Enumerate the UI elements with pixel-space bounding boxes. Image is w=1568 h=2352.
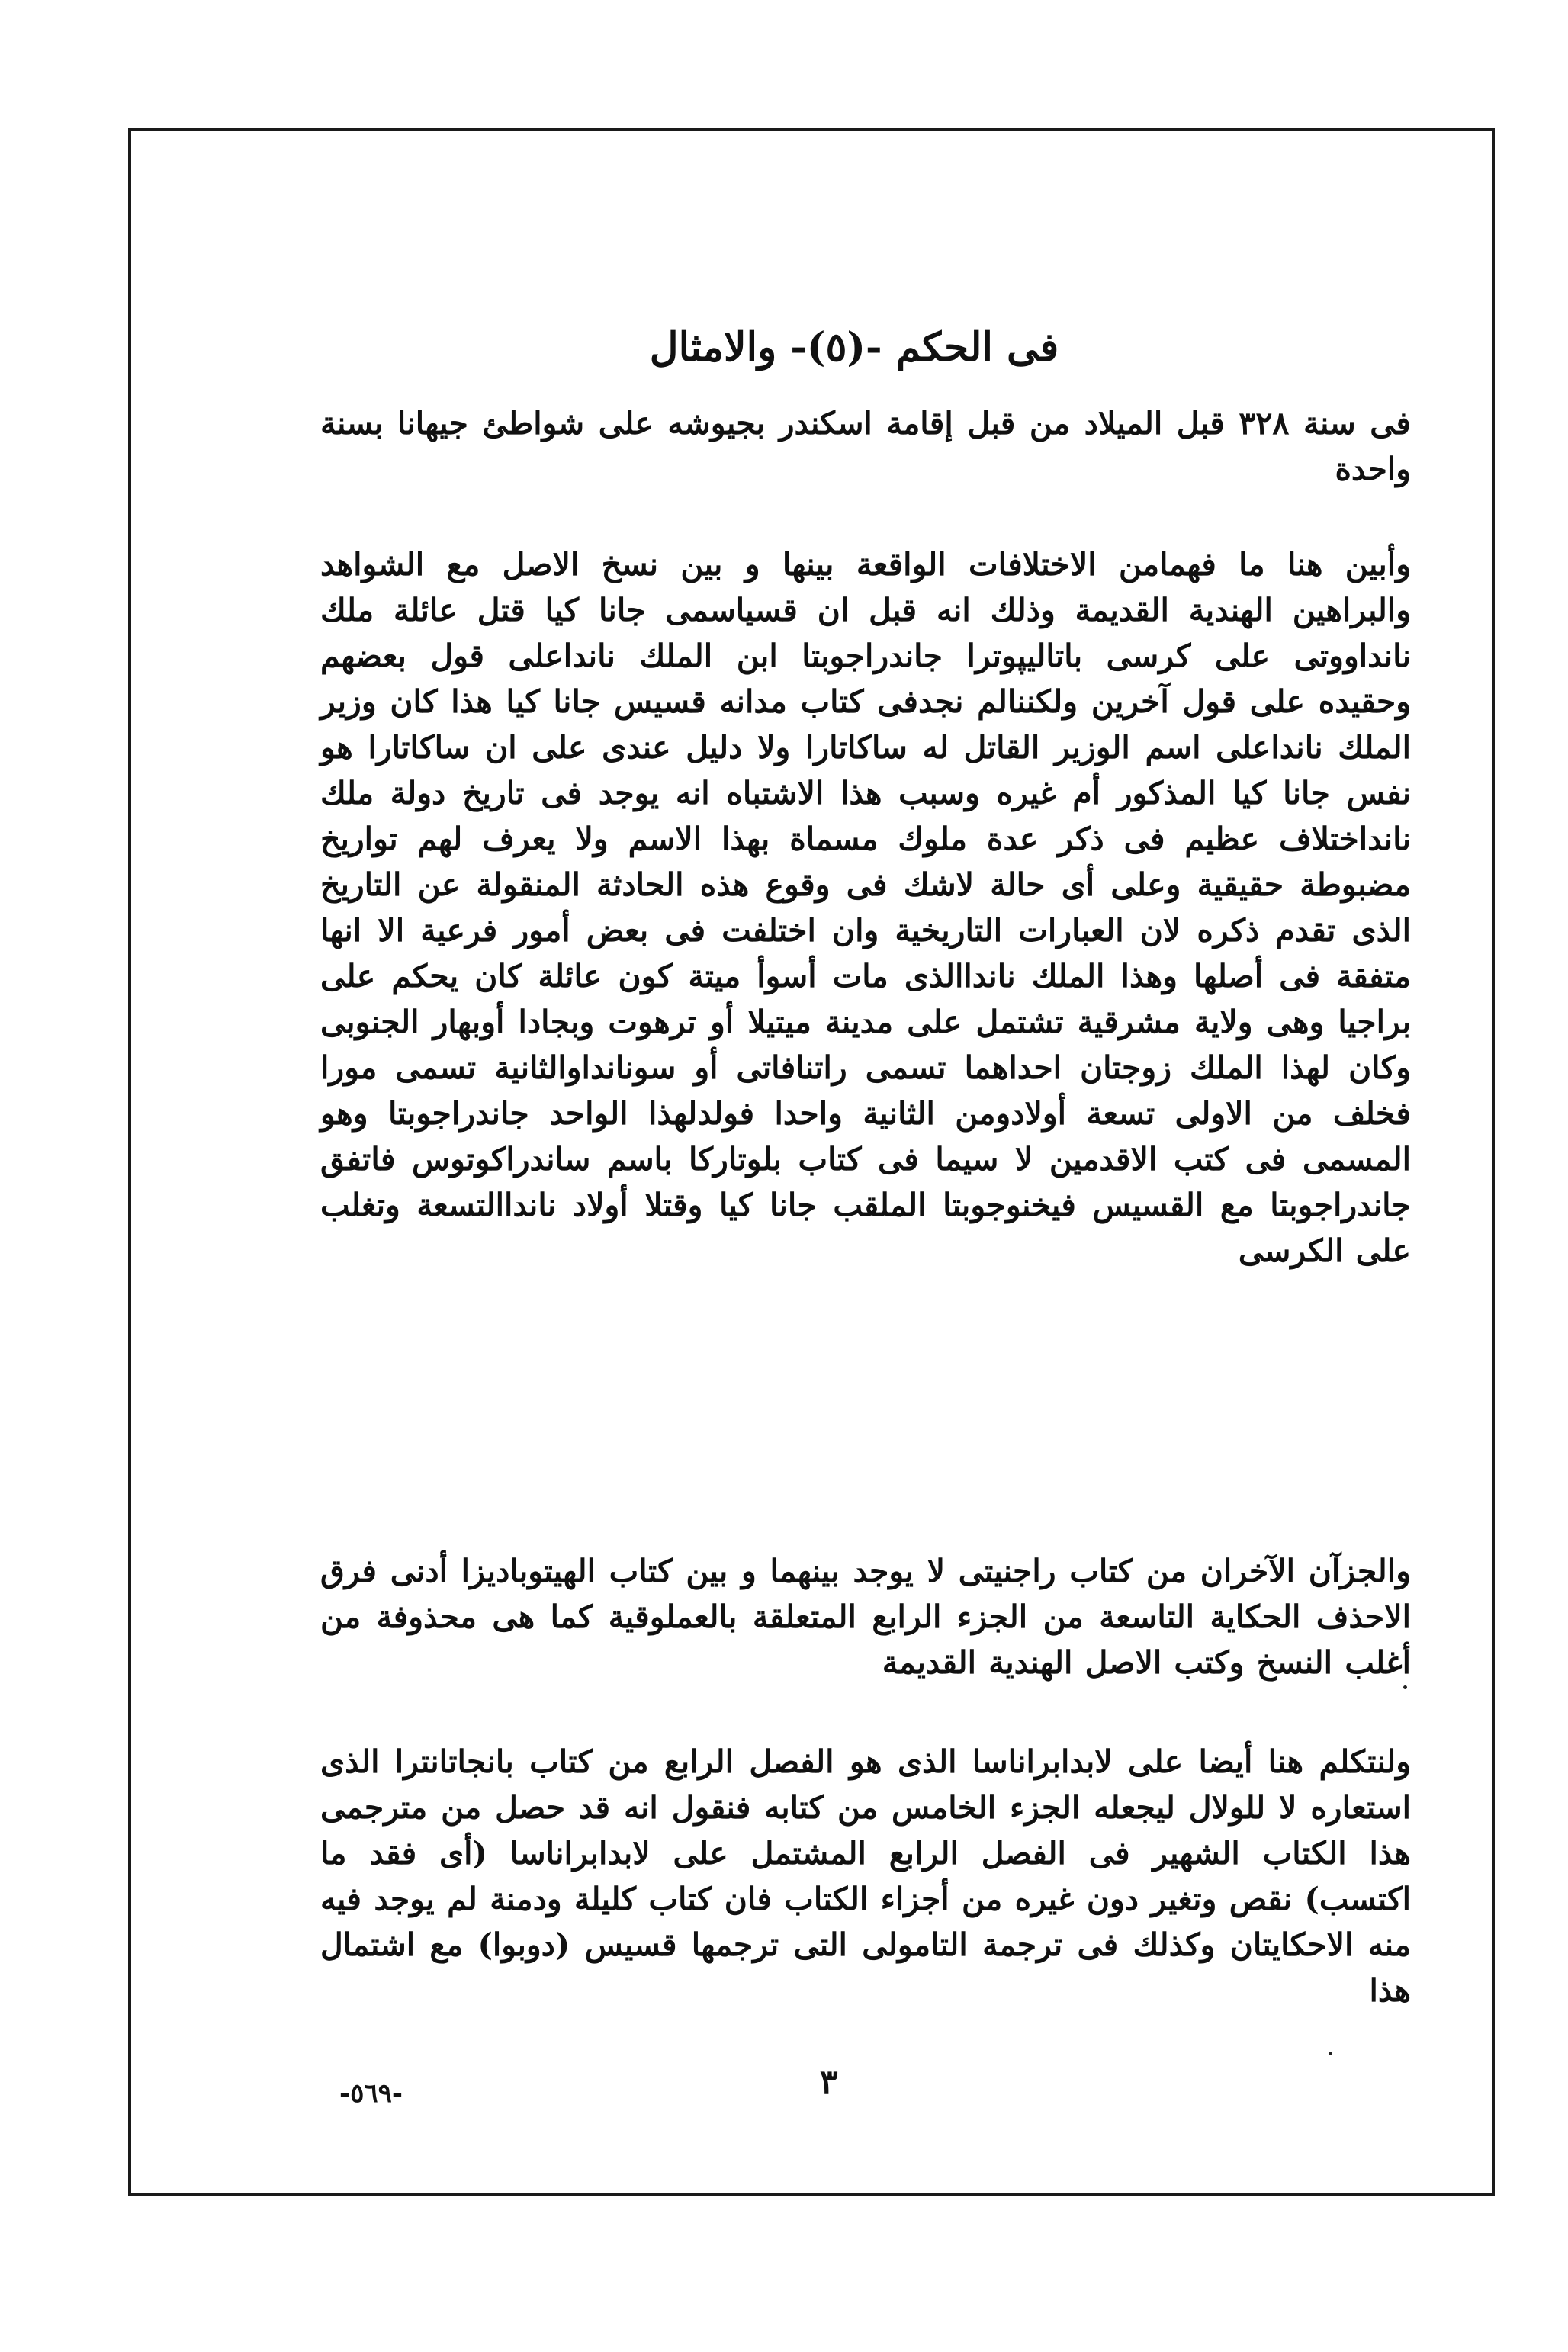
paragraph-1: فی سنة ٣٢٨ قبل المیلاد من قبل إقامة اسکندر بجیوشه علی شواطئ جیهانا بسنة واحدة [320, 405, 1411, 487]
paragraph-2: وأبین هنا ما فهمامن الاختلافات الواقعة بینها و بین نسخ الاصل مع الشواهد والبراهین الهندیة القدیمة وذلك انه قبل ان قسیاسمی جانا کیا قتل عائلة ملك نانداووتی علی کرسی باتالیپوترا جاندراجوبتا ابن الملك نانداعلی قول بعضهم وحقیده علی قول آخرین ولکننالم نجدفی کتاب مدانه قسیس جانا کیا هذا کان وزیر الملك نانداعلی اسم الوزیر القاتل له ساکاتارا ولا دلیل عندی علی ان ساکاتارا هو نفس جانا کیا المذکور أم غیره وسبب هذا الاشتباه انه یوجد فی تاریخ دولة ملك نانداختلاف عظیم فی ذکر عدة ملوك مسماة بهذا الاسم ولا یعرف لهم تواریخ مضبوطة حقیقیة وعلی أی حالة لاشك فی وقوع هذه الحادثة المنقولة عن التاریخ الذی تقدم ذکره لان العبارات التاریخیة وان اختلفت فی بعض أمور فرعیة الا انها متفقة فی أصلها وهذا الملك نانداالذی مات أسوأ میتة کون عائلة کان یحکم علی براجیا وهی ولایة مشرقیة تشتمل علی مدینة میتیلا أو ترهوت وبجادا أوبهار الجنوبی وکان لهذا الملك زوجتان احداهما تسمی راتنافاتی أو سونانداوالثانیة تسمی مورا فخلف من الاولی تسعة أولادومن الثانیة واحدا فولدلهذا الواحد جاندراجوبتا وهو المسمی فی کتب الاقدمین لا سیما فی کتاب بلوتارکا باسم ساندراکوتوس فاتفق جاندراجوبتا مع القسیس فیخنوجوبتا الملقب جانا کیا وقتلا أولاد نانداالتسعة وتغلب علی الکرسی [320, 546, 1411, 1269]
page-number: -٥٦٩- [339, 2078, 403, 2109]
signature-mark: ٣ [820, 2063, 838, 2102]
paragraph-4: ولنتکلم هنا أیضا علی لابدابراناسا الذی هو الفصل الرابع من کتاب بانجاتانترا الذی استعاره لا للولال لیجعله الجزء الخامس من کتابه فنقول انه قد حصل من مترجمی هذا الکتاب الشهیر فی الفصل الرابع المشتمل علی لابدابراناسا (أی فقد ما اکتسب) نقص وتغیر دون غیره من أجزاء الکتاب فان کتاب کلیلة ودمنة لم یوجد فیه منه الاحکایتان وکذلك فی ترجمة التامولی التی ترجمها قسیس (دوبوا) مع اشتمال هذا [320, 1743, 1411, 2009]
chapter-heading: فی الحکم -(٥)- والامثال [649, 324, 1059, 371]
scan-speck [1403, 1685, 1407, 1689]
paragraph-3: والجزآن الآخران من کتاب راجنیتی لا یوجد بینهما و بین کتاب الهیتوبادیزا أدنی فرق الاحذف الحکایة التاسعة من الجزء الرابع المتعلقة بالعملوقیة کما هی محذوفة من أغلب النسخ وکتب الاصل الهندیة القدیمة [320, 1553, 1411, 1681]
scan-speck [1329, 2052, 1332, 2055]
